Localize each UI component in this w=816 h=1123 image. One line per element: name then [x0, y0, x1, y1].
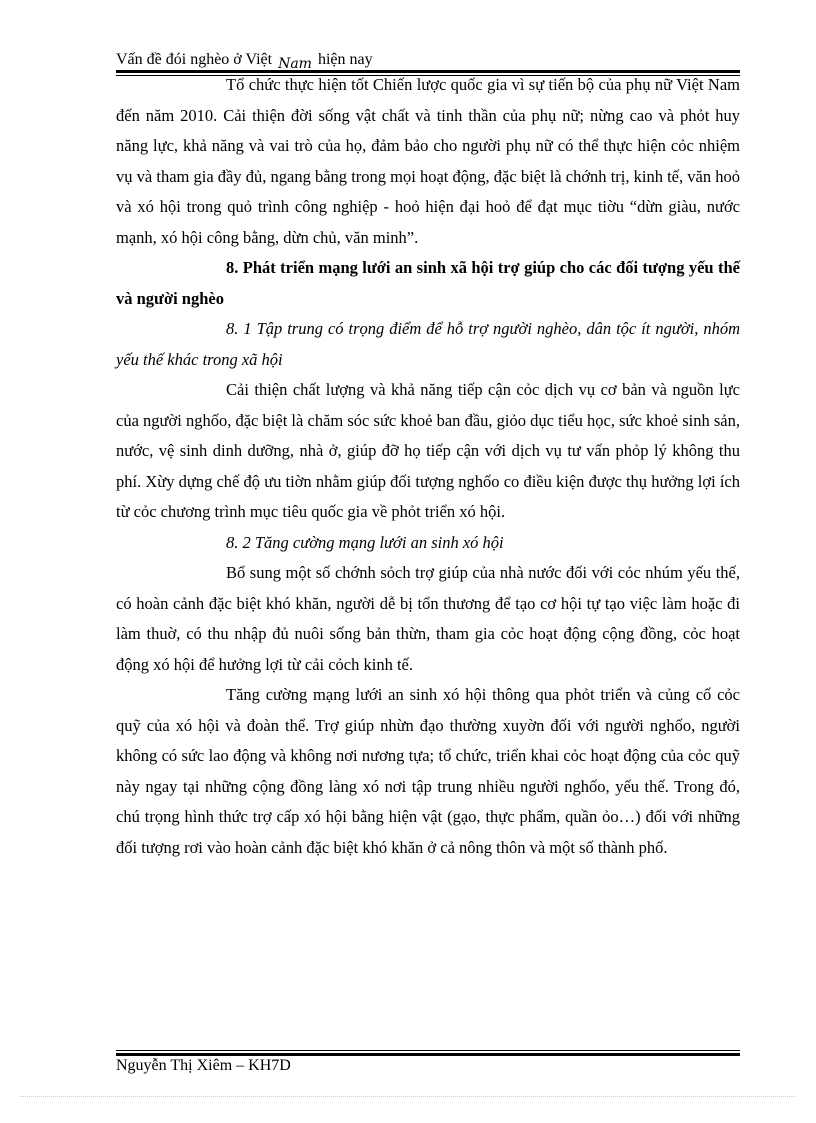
subsection-heading-8-2: 8. 2 Tăng cường mạng lưới an sinh xó hội: [226, 532, 504, 552]
footer-author: Nguyễn Thị Xiêm – KH7D: [116, 1057, 291, 1074]
footer-rule-thin: [116, 1050, 740, 1051]
page-header: [116, 50, 740, 70]
section-heading-8: 8. Phát triển mạng lưới an sinh xã hội trợ giúp cho các đối tượng yếu thế và người nghèo: [116, 258, 740, 308]
document-body: [116, 70, 740, 863]
page-bottom-dotted-line: [20, 1096, 796, 1097]
page-footer: [116, 1056, 740, 1076]
header-title-end: hiện nay: [317, 51, 373, 68]
subsection-heading-8-1: 8. 1 Tập trung có trọng điểm để hỗ trợ người nghèo, dân tộc ít người, nhóm yếu thế khác trong xã hội: [116, 319, 740, 369]
paragraph-social-funds: Tăng cường mạng lưới an sinh xó hội thông qua phỏt triển và củng cố cỏc quỹ của xó hội và đoàn thể. Trợ giúp nhừn đạo thường xuyờn đối với người nghốo, người không có sức lao động và không nơi nương tựa; tổ chức, triển khai cỏc hoạt động của cỏc quỹ này ngay tại những cộng đồng làng xó nơi tập trung nhiều người nghốo, yếu thế. Trong đó, chú trọng hình thức trợ cấp xó hội bằng hiện vật (gạo, thực phẩm, quần ỏo…) đối với những đối tượng rơi vào hoàn cảnh đặc biệt khó khăn ở cả nông thôn và một số thành phố.: [116, 685, 740, 857]
paragraph-support-policies: Bổ sung một số chớnh sỏch trợ giúp của nhà nước đối với cỏc nhúm yếu thế, có hoàn cảnh đặc biệt khó khăn, người dễ bị tổn thương để tạo cơ hội tự tạo việc làm hoặc đi làm thuờ, có thu nhập đủ nuôi sống bản thừn, tham gia cỏc hoạt động cộng đồng, cỏc hoạt động xó hội để hưởng lợi từ cải cỏch kinh tế.: [116, 563, 740, 674]
header-title-script: Nam: [278, 56, 312, 72]
header-title-start: Vấn đề đói nghèo ở Việt: [116, 51, 273, 68]
paragraph-women-strategy: Tổ chức thực hiện tốt Chiến lược quốc gia vì sự tiến bộ của phụ nữ Việt Nam đến năm 2010. Cải thiện đời sống vật chất và tinh thần của phụ nữ; nừng cao và phỏt huy năng lực, khả năng và vai trò của họ, đảm bảo cho người phụ nữ có thể thực hiện cỏc nhiệm vụ và tham gia đầy đủ, ngang bằng trong mọi hoạt động, đặc biệt là chớnh trị, kinh tế, văn hoỏ và xó hội trong quỏ trình công nghiệp - hoỏ hiện đại hoỏ để đạt mục tiờu “dừn giàu, nước mạnh, xó hội công bằng, dừn chủ, văn minh”.: [116, 75, 740, 247]
paragraph-basic-services: Cải thiện chất lượng và khả năng tiếp cận cỏc dịch vụ cơ bản và nguồn lực của người nghốo, đặc biệt là chăm sóc sức khoẻ ban đầu, giỏo dục tiểu học, sức khoẻ sinh sản, nước, vệ sinh dinh dưỡng, nhà ở, giúp đỡ họ tiếp cận với dịch vụ tư vấn phỏp lý không thu phí. Xừy dựng chế độ ưu tiờn nhằm giúp đối tượng nghốo co điều kiện được thụ hưởng lợi ích từ cỏc chương trình mục tiêu quốc gia về phỏt triển xó hội.: [116, 380, 740, 521]
